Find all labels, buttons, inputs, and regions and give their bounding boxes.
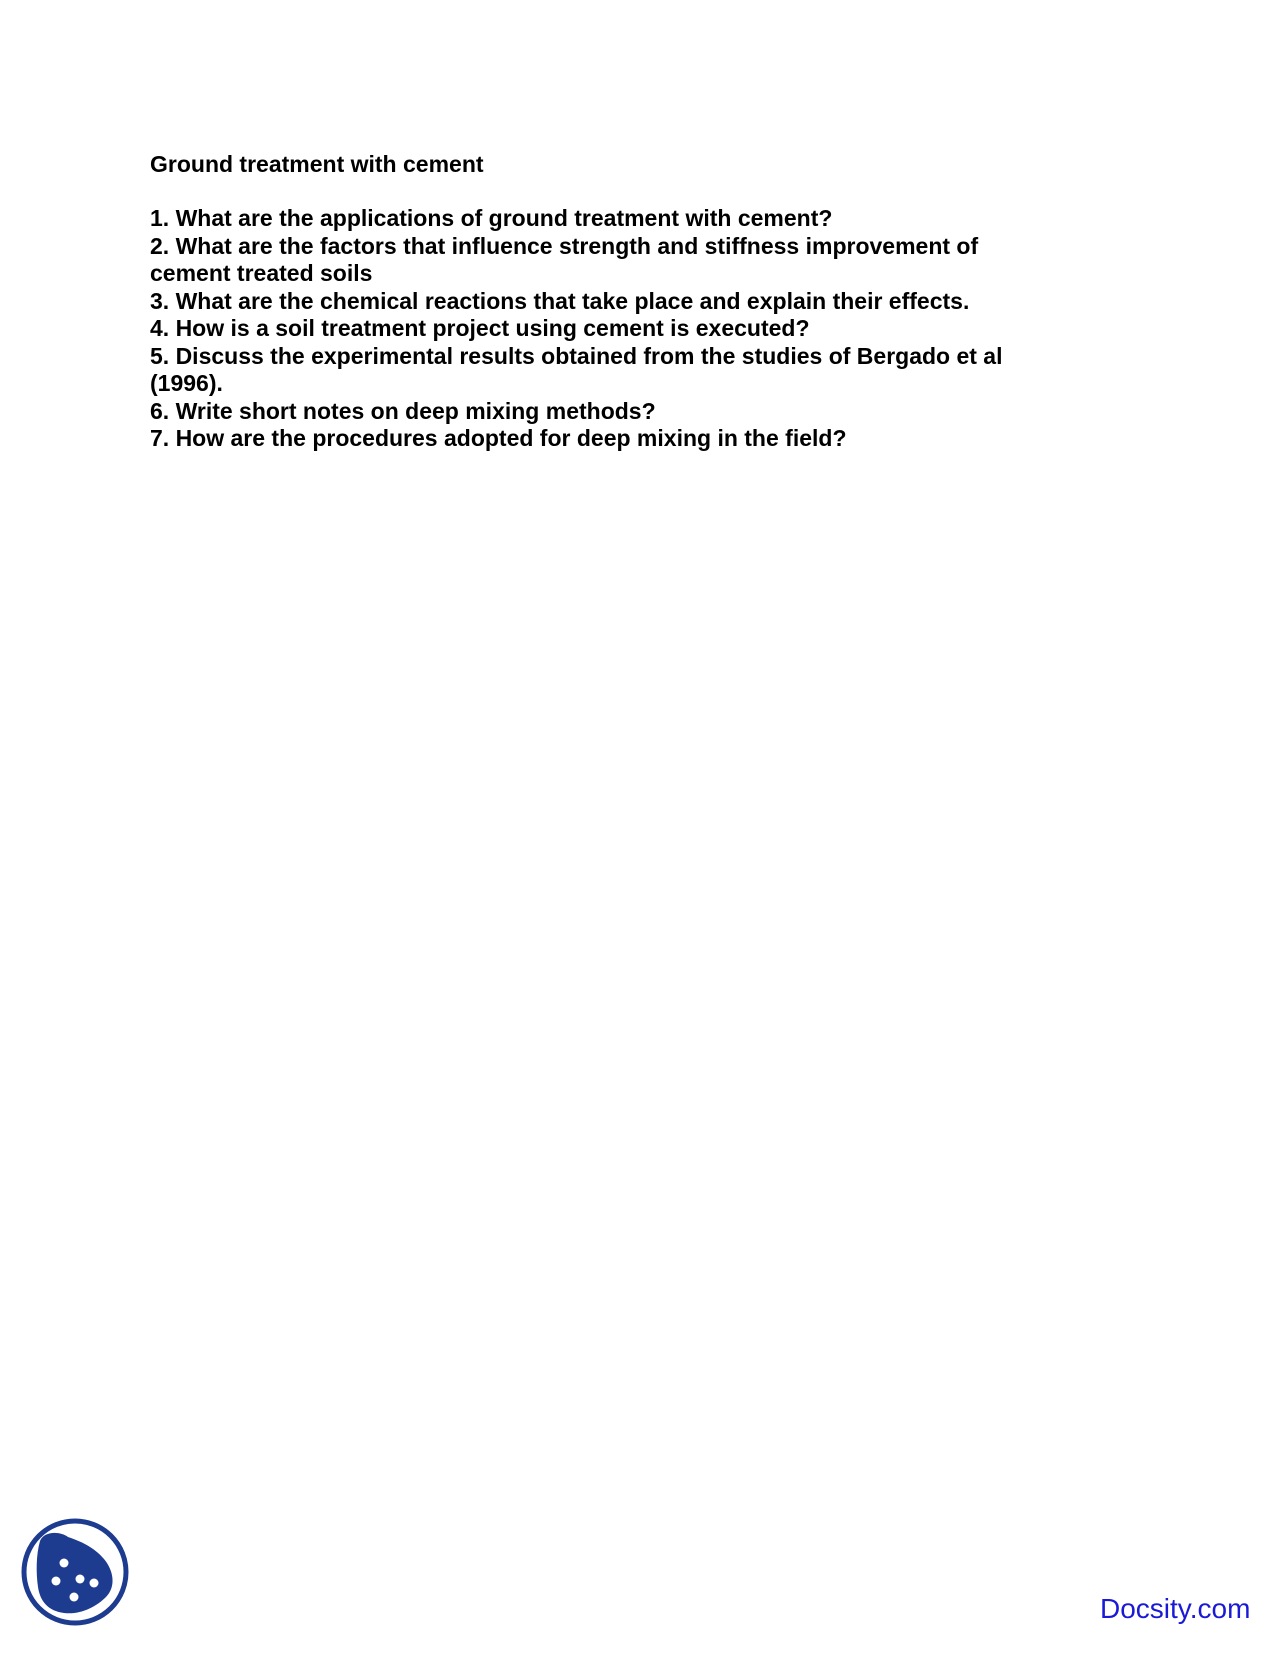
question-item: 5. Discuss the experimental results obtained from the studies of Bergado et al (1996). xyxy=(150,342,1003,396)
question-item: 2. What are the factors that influence strength and stiffness improvement of cement treated soils xyxy=(150,232,979,286)
question-item: 4. How is a soil treatment project using cement is executed? xyxy=(150,315,810,341)
question-item: 1. What are the applications of ground treatment with cement? xyxy=(150,205,833,231)
question-item: 3. What are the chemical reactions that take place and explain their effects. xyxy=(150,287,970,314)
document-title: Ground treatment with cement xyxy=(150,151,484,177)
docsity-watermark: Docsity.com xyxy=(1100,1593,1251,1624)
question-item: 6. Write short notes on deep mixing methods? xyxy=(150,397,656,424)
question-item: 7. How are the procedures adopted for deep mixing in the field? xyxy=(150,425,847,451)
question-list xyxy=(150,205,1050,453)
docsity-logo-icon xyxy=(20,1517,130,1627)
